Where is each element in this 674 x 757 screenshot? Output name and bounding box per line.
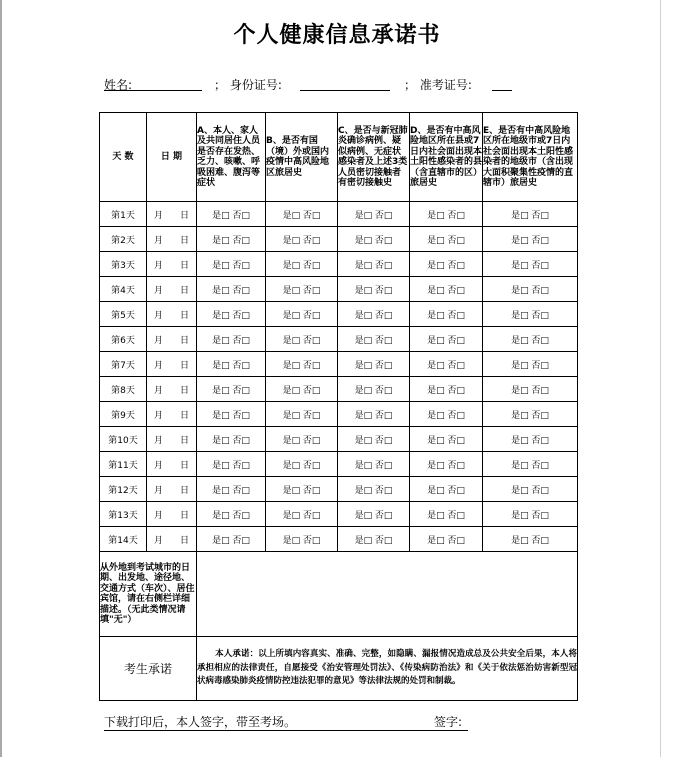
table-row [100,277,578,302]
month-label: 月 [153,535,163,546]
day-cell: 第4天 [100,277,147,302]
yes-no-checkbox[interactable]: 是□ 否□ [427,460,465,471]
date-cell[interactable] [147,302,197,327]
choice-cell-c[interactable] [338,427,410,452]
yes-no-checkbox[interactable]: 是□ 否□ [511,235,549,246]
choice-cell-d[interactable] [410,302,483,327]
yes-no-checkbox[interactable]: 是□ 否□ [282,485,321,496]
choice-cell-a[interactable] [197,327,266,352]
choice-cell-c[interactable] [338,452,410,477]
choice-cell-e[interactable] [483,502,578,527]
personal-info-line [104,76,574,92]
yes-no-checkbox[interactable]: 是□ 否□ [354,360,393,371]
yes-no-checkbox[interactable]: 是□ 否□ [354,460,393,471]
choice-cell-b[interactable] [266,452,338,477]
travel-info-field[interactable] [197,552,578,637]
month-label: 月 [153,335,163,346]
month-label: 月 [153,360,163,371]
yes-no-checkbox[interactable]: 是□ 否□ [511,285,549,296]
yes-no-checkbox[interactable]: 是□ 否□ [212,360,250,371]
pledge-text: 本人承诺：以上所填内容真实、准确、完整，如隐瞒、漏报情况造成总及公共安全后果，本人将承担相应的法律责任，自愿接受《治安管理处罚法》、《传染病防治法》和《关于依法惩治妨害新型冠状病毒感染肺炎疫情防控违法犯罪的意见》等法律法规的处罚和制裁。 [197,637,578,701]
yes-no-checkbox[interactable]: 是□ 否□ [212,410,250,421]
footer-underline [104,730,468,731]
yes-no-checkbox[interactable]: 是□ 否□ [212,285,250,296]
yes-no-checkbox[interactable]: 是□ 否□ [427,410,465,421]
yes-no-checkbox[interactable]: 是□ 否□ [427,285,465,296]
yes-no-checkbox[interactable]: 是□ 否□ [212,510,250,521]
yes-no-checkbox[interactable]: 是□ 否□ [282,310,321,321]
yes-no-checkbox[interactable]: 是□ 否□ [212,435,250,446]
day-cell: 第2天 [100,227,147,252]
choice-cell-a[interactable] [197,202,266,227]
yes-no-checkbox[interactable]: 是□ 否□ [511,535,549,546]
choice-cell-e[interactable] [483,402,578,427]
yes-no-checkbox[interactable]: 是□ 否□ [511,435,549,446]
document-title: 个人健康信息承诺书 [233,23,441,48]
day-cell: 第1天 [100,202,147,227]
day-label: 日 [179,310,189,321]
table-row [100,352,578,377]
yes-no-checkbox[interactable]: 是□ 否□ [282,460,321,471]
day-label: 日 [179,335,189,346]
choice-cell-d[interactable] [410,402,483,427]
choice-cell-e[interactable] [483,527,578,552]
id-label: ； 身份证号: [214,78,282,92]
yes-no-checkbox[interactable]: 是□ 否□ [354,335,393,346]
signature-label: 签字: [434,715,463,729]
day-label: 日 [179,385,189,396]
day-cell: 第11天 [100,452,147,477]
choice-cell-b[interactable] [266,327,338,352]
choice-cell-d[interactable] [410,502,483,527]
yes-no-checkbox[interactable]: 是□ 否□ [511,210,549,221]
yes-no-checkbox[interactable]: 是□ 否□ [282,410,321,421]
choice-cell-e[interactable] [483,252,578,277]
choice-cell-b[interactable] [266,502,338,527]
yes-no-checkbox[interactable]: 是□ 否□ [354,410,393,421]
yes-no-checkbox[interactable]: 是□ 否□ [427,310,465,321]
choice-cell-c[interactable] [338,377,410,402]
yes-no-checkbox[interactable]: 是□ 否□ [212,385,250,396]
choice-cell-c[interactable] [338,527,410,552]
month-label: 月 [153,485,163,496]
footer-note: 下载打印后，本人签字，带至考场。 [104,715,297,729]
choice-cell-a[interactable] [197,277,266,302]
choice-cell-d[interactable] [410,477,483,502]
yes-no-checkbox[interactable]: 是□ 否□ [212,460,250,471]
table-row [100,302,578,327]
yes-no-checkbox[interactable]: 是□ 否□ [282,235,321,246]
day-cell: 第7天 [100,352,147,377]
travel-info-label: 从外地到考试城市的日期、出发地、途径地、交通方式（车次）、居住宾馆，请在右侧栏详细描述。（无此类情况请填"无"） [100,552,197,637]
yes-no-checkbox[interactable]: 是□ 否□ [354,210,393,221]
choice-cell-b[interactable] [266,527,338,552]
date-cell[interactable] [147,252,197,277]
pledge-label: 考生承诺 [100,637,197,701]
table-row [100,527,578,552]
date-cell[interactable] [147,427,197,452]
date-cell[interactable] [147,452,197,477]
choice-cell-e[interactable] [483,302,578,327]
yes-no-checkbox[interactable]: 是□ 否□ [354,435,393,446]
name-blank[interactable] [144,76,202,91]
table-row [100,377,578,402]
choice-cell-c[interactable] [338,352,410,377]
table-row [100,452,578,477]
yes-no-checkbox[interactable]: 是□ 否□ [427,485,465,496]
day-cell: 第14天 [100,527,147,552]
month-label: 月 [153,210,163,221]
day-label: 日 [179,510,189,521]
table-row [100,252,578,277]
yes-no-checkbox[interactable]: 是□ 否□ [212,235,250,246]
choice-cell-a[interactable] [197,402,266,427]
date-cell[interactable] [147,352,197,377]
yes-no-checkbox[interactable]: 是□ 否□ [212,260,250,271]
choice-cell-b[interactable] [266,477,338,502]
month-label: 月 [153,385,163,396]
date-cell[interactable] [147,402,197,427]
yes-no-checkbox[interactable]: 是□ 否□ [427,510,465,521]
choice-cell-e[interactable] [483,377,578,402]
month-label: 月 [153,260,163,271]
header-day: 天 数 [100,113,147,202]
choice-cell-a[interactable] [197,502,266,527]
choice-cell-e[interactable] [483,202,578,227]
choice-cell-d[interactable] [410,452,483,477]
yes-no-checkbox[interactable]: 是□ 否□ [282,335,321,346]
table-row [100,227,578,252]
day-cell: 第5天 [100,302,147,327]
choice-cell-c[interactable] [338,252,410,277]
choice-cell-b[interactable] [266,352,338,377]
day-label: 日 [179,460,189,471]
choice-cell-a[interactable] [197,477,266,502]
choice-cell-d[interactable] [410,252,483,277]
date-cell[interactable] [147,527,197,552]
choice-cell-d[interactable] [410,277,483,302]
choice-cell-c[interactable] [338,202,410,227]
month-label: 月 [153,410,163,421]
yes-no-checkbox[interactable]: 是□ 否□ [511,410,549,421]
footer-line [104,713,574,731]
choice-cell-a[interactable] [197,352,266,377]
choice-cell-a[interactable] [197,377,266,402]
yes-no-checkbox[interactable]: 是□ 否□ [354,310,393,321]
header-risk-city: E、是否有中高风险地区所在地级市或7日内社会面出现本土阳性感染者的地级市（含出现大面积聚集性疫情的直辖市）旅居史 [483,113,578,202]
table-header-row [100,113,578,202]
day-label: 日 [179,535,189,546]
day-label: 日 [179,210,189,221]
yes-no-checkbox[interactable]: 是□ 否□ [511,460,549,471]
choice-cell-a[interactable] [197,452,266,477]
day-label: 日 [179,260,189,271]
yes-no-checkbox[interactable]: 是□ 否□ [212,485,250,496]
yes-no-checkbox[interactable]: 是□ 否□ [511,510,549,521]
day-cell: 第3天 [100,252,147,277]
yes-no-checkbox[interactable]: 是□ 否□ [427,360,465,371]
header-risk-county: D、是否有中高风险地区所在县或7日内社会面出现本土阳性感染者的县（含直辖市的区）旅居史 [410,113,483,202]
yes-no-checkbox[interactable]: 是□ 否□ [282,535,321,546]
month-label: 月 [153,510,163,521]
date-cell[interactable] [147,277,197,302]
yes-no-checkbox[interactable]: 是□ 否□ [354,235,393,246]
choice-cell-a[interactable] [197,252,266,277]
date-cell[interactable] [147,202,197,227]
yes-no-checkbox[interactable]: 是□ 否□ [427,210,465,221]
exam-number-blank[interactable] [492,76,512,91]
day-cell: 第10天 [100,427,147,452]
choice-cell-e[interactable] [483,352,578,377]
table-row [100,327,578,352]
yes-no-checkbox[interactable]: 是□ 否□ [212,310,250,321]
exam-number-label: ； 准考证号: [404,78,472,92]
page-right-border [660,0,661,757]
choice-cell-b[interactable] [266,252,338,277]
date-cell[interactable] [147,227,197,252]
choice-cell-e[interactable] [483,427,578,452]
table-row [100,427,578,452]
choice-cell-b[interactable] [266,402,338,427]
yes-no-checkbox[interactable]: 是□ 否□ [354,285,393,296]
choice-cell-d[interactable] [410,202,483,227]
header-date: 日 期 [147,113,197,202]
choice-cell-d[interactable] [410,352,483,377]
choice-cell-c[interactable] [338,402,410,427]
yes-no-checkbox[interactable]: 是□ 否□ [354,385,393,396]
day-label: 日 [179,485,189,496]
table-row [100,502,578,527]
yes-no-checkbox[interactable]: 是□ 否□ [282,435,321,446]
choice-cell-b[interactable] [266,202,338,227]
choice-cell-a[interactable] [197,427,266,452]
month-label: 月 [153,435,163,446]
yes-no-checkbox[interactable]: 是□ 否□ [354,260,393,271]
date-cell[interactable] [147,377,197,402]
date-cell[interactable] [147,502,197,527]
yes-no-checkbox[interactable]: 是□ 否□ [282,385,321,396]
day-cell: 第6天 [100,327,147,352]
choice-cell-b[interactable] [266,277,338,302]
yes-no-checkbox[interactable]: 是□ 否□ [212,210,250,221]
day-label: 日 [179,410,189,421]
page-left-border [0,0,2,757]
id-blank[interactable] [300,76,390,91]
yes-no-checkbox[interactable]: 是□ 否□ [354,510,393,521]
yes-no-checkbox[interactable]: 是□ 否□ [427,335,465,346]
yes-no-checkbox[interactable]: 是□ 否□ [427,385,465,396]
month-label: 月 [153,285,163,296]
header-close-contact: C、是否与新冠肺炎确诊病例、疑似病例、无症状感染者及上述3类人员密切接触者有密切接触史 [338,113,410,202]
choice-cell-c[interactable] [338,327,410,352]
month-label: 月 [153,310,163,321]
choice-cell-d[interactable] [410,377,483,402]
yes-no-checkbox[interactable]: 是□ 否□ [511,360,549,371]
yes-no-checkbox[interactable]: 是□ 否□ [354,535,393,546]
table-row [100,202,578,227]
day-cell: 第13天 [100,502,147,527]
yes-no-checkbox[interactable]: 是□ 否□ [511,485,549,496]
yes-no-checkbox[interactable]: 是□ 否□ [282,260,321,271]
choice-cell-e[interactable] [483,227,578,252]
yes-no-checkbox[interactable]: 是□ 否□ [282,510,321,521]
yes-no-checkbox[interactable]: 是□ 否□ [511,310,549,321]
choice-cell-e[interactable] [483,452,578,477]
choice-cell-e[interactable] [483,277,578,302]
travel-info-row [100,552,578,637]
choice-cell-d[interactable] [410,327,483,352]
choice-cell-a[interactable] [197,302,266,327]
health-record-table [99,112,578,701]
day-cell: 第8天 [100,377,147,402]
choice-cell-e[interactable] [483,327,578,352]
yes-no-checkbox[interactable]: 是□ 否□ [212,335,250,346]
month-label: 月 [153,235,163,246]
yes-no-checkbox[interactable]: 是□ 否□ [282,210,321,221]
choice-cell-d[interactable] [410,427,483,452]
yes-no-checkbox[interactable]: 是□ 否□ [282,360,321,371]
choice-cell-c[interactable] [338,227,410,252]
choice-cell-e[interactable] [483,477,578,502]
choice-cell-b[interactable] [266,227,338,252]
date-cell[interactable] [147,477,197,502]
yes-no-checkbox[interactable]: 是□ 否□ [511,335,549,346]
day-cell: 第12天 [100,477,147,502]
yes-no-checkbox[interactable]: 是□ 否□ [427,260,465,271]
choice-cell-c[interactable] [338,477,410,502]
choice-cell-d[interactable] [410,527,483,552]
header-overseas-travel: B、是否有国（境）外或国内疫情中高风险地区旅居史 [266,113,338,202]
choice-cell-b[interactable] [266,377,338,402]
yes-no-checkbox[interactable]: 是□ 否□ [354,485,393,496]
yes-no-checkbox[interactable]: 是□ 否□ [511,260,549,271]
yes-no-checkbox[interactable]: 是□ 否□ [427,435,465,446]
yes-no-checkbox[interactable]: 是□ 否□ [427,535,465,546]
month-label: 月 [153,460,163,471]
choice-cell-b[interactable] [266,302,338,327]
day-cell: 第9天 [100,402,147,427]
pledge-row [100,637,578,701]
day-label: 日 [179,285,189,296]
choice-cell-c[interactable] [338,277,410,302]
choice-cell-c[interactable] [338,502,410,527]
name-label: 姓名: [104,76,144,91]
day-label: 日 [179,235,189,246]
choice-cell-a[interactable] [197,227,266,252]
choice-cell-d[interactable] [410,227,483,252]
table-row [100,477,578,502]
choice-cell-c[interactable] [338,302,410,327]
header-symptoms: A、本人、家人及共同居住人员是否存在发热、乏力、咳嗽、呼吸困难、腹泻等症状 [197,113,266,202]
choice-cell-a[interactable] [197,527,266,552]
table-row [100,402,578,427]
yes-no-checkbox[interactable]: 是□ 否□ [511,385,549,396]
yes-no-checkbox[interactable]: 是□ 否□ [282,285,321,296]
yes-no-checkbox[interactable]: 是□ 否□ [212,535,250,546]
date-cell[interactable] [147,327,197,352]
choice-cell-b[interactable] [266,427,338,452]
day-label: 日 [179,360,189,371]
day-label: 日 [179,435,189,446]
yes-no-checkbox[interactable]: 是□ 否□ [427,235,465,246]
